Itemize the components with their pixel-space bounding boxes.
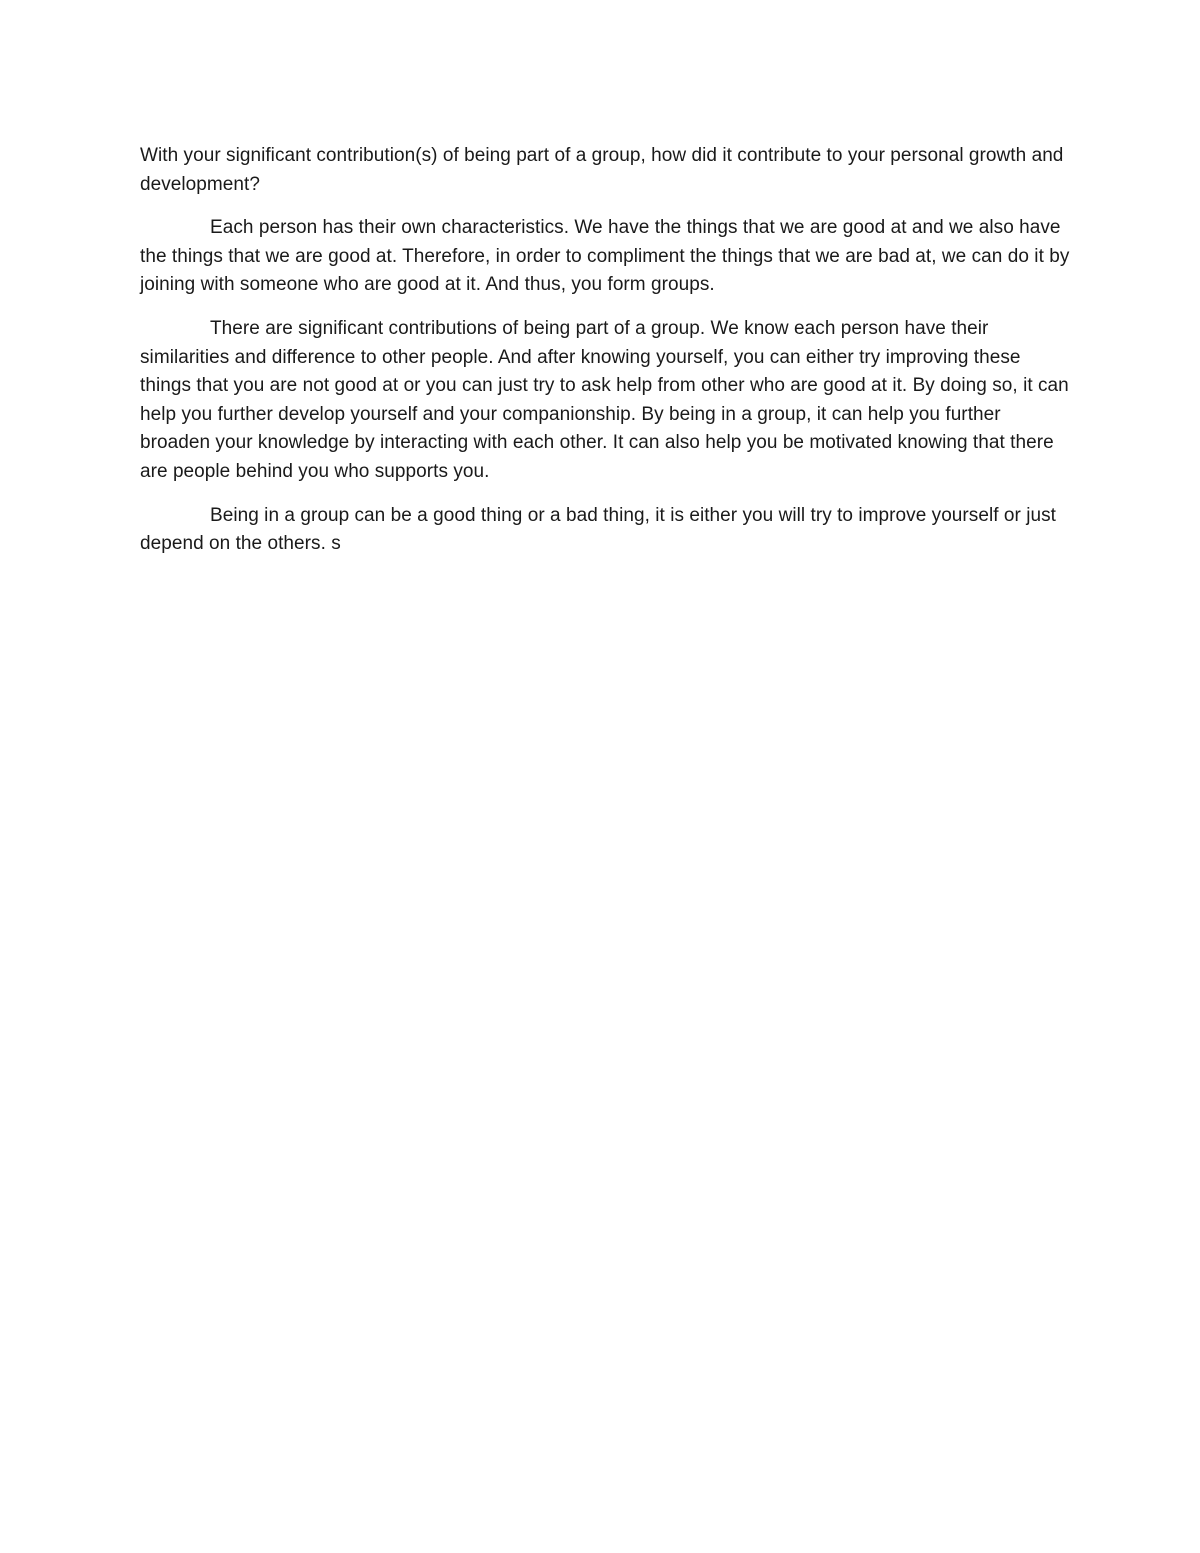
paragraph-1: Each person has their own characteristics. We have the things that we are good at and we also have the things that we are good at. Therefore, in order to compliment the things that we are bad at, we can do it by joining with someone who are good at it. And thus, you form groups. bbox=[140, 217, 1070, 296]
paragraph-3: Being in a group can be a good thing or a bad thing, it is either you will try to improve yourself or just depend on the others. s bbox=[140, 504, 1056, 555]
essay-question: With your significant contribution(s) of being part of a group, how did it contribute to your personal growth and development? bbox=[140, 145, 1064, 195]
paragraph-2: There are significant contributions of being part of a group. We know each person have their similarities and difference to other people. And after knowing yourself, you can either try improving these things that you are not good at or you can just try to ask help from other who are good at it. By doing so, it can help you further develop yourself and your companionship. By being in a group, it can help you further broaden your knowledge by interacting with each other. It can also help you be motivated knowing that there are people behind you who supports you. bbox=[140, 317, 1069, 482]
document-body bbox=[140, 142, 1070, 574]
